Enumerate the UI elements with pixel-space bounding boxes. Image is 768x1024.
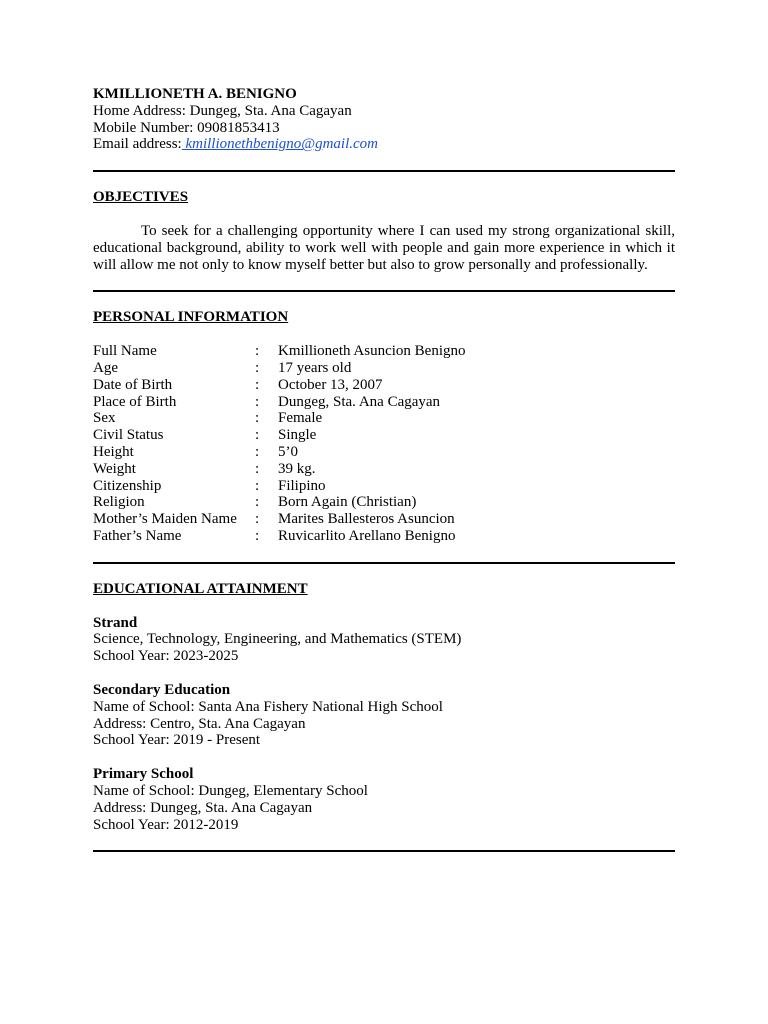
info-row [93,494,466,511]
info-label: Height [93,443,134,460]
divider [93,290,675,292]
info-label: Religion [93,494,145,511]
divider [93,562,675,564]
email-domain: mail.com [322,136,379,153]
info-value: 39 kg. [278,460,316,477]
info-separator: : [255,427,260,444]
secondary-address: Address: Centro, Sta. Ana Cagayan [93,715,306,732]
info-value: Born Again (Christian) [278,494,417,511]
info-separator: : [255,393,260,410]
info-row [93,528,466,545]
info-separator: : [255,443,260,460]
info-value: Single [278,427,317,444]
info-row [93,377,466,394]
strand-name: Science, Technology, Engineering, and Mathematics (STEM) [93,631,462,648]
info-row [93,360,466,377]
info-row [93,427,466,444]
info-value: Dungeg, Sta. Ana Cagayan [278,393,441,410]
primary-address: Address: Dungeg, Sta. Ana Cagayan [93,799,313,816]
info-row [93,511,466,528]
personal-info-title: PERSONAL INFORMATION [93,309,289,326]
info-row [93,410,466,427]
info-separator: : [255,527,260,544]
primary-heading: Primary School [93,766,194,783]
divider [93,850,675,852]
info-row [93,444,466,461]
secondary-school-name: Name of School: Santa Ana Fishery National High School [93,698,443,715]
info-label: Age [93,359,118,376]
primary-school-name: Name of School: Dungeg, Elementary School [93,782,368,799]
info-value: October 13, 2007 [278,376,383,393]
info-row [93,478,466,495]
info-value: Filipino [278,477,326,494]
info-label: Full Name [93,343,157,360]
info-row [93,394,466,411]
home-address: Home Address: Dungeg, Sta. Ana Cagayan [93,102,352,119]
info-separator: : [255,494,260,511]
info-label: Date of Birth [93,376,173,393]
secondary-heading: Secondary Education [93,681,231,698]
info-label: Father’s Name [93,527,182,544]
info-value: 17 years old [278,359,352,376]
strand-school-year: School Year: 2023-2025 [93,648,239,665]
applicant-name: KMILLIONETH A. BENIGNO [93,86,297,102]
info-separator: : [255,511,260,528]
info-value: Ruvicarlito Arellano Benigno [278,527,456,544]
info-label: Citizenship [93,477,162,494]
info-row [93,461,466,478]
objectives-title: OBJECTIVES [93,189,189,206]
info-separator: : [255,359,260,376]
info-separator: : [255,410,260,427]
personal-info-table [93,343,466,545]
info-separator: : [255,376,260,393]
info-label: Place of Birth [93,393,177,410]
info-separator: : [255,477,260,494]
primary-school-year: School Year: 2012-2019 [93,816,239,833]
info-value: Kmillioneth Asuncion Benigno [278,343,466,360]
info-label: Sex [93,410,116,427]
objectives-text: To seek for a challenging opportunity where I can used my strong organizational skill, educational background, ability to work well with people and gain more experience in which it will allow me not only to know myself better but also to grow personally and professionally. [93,222,675,273]
info-row [93,343,466,360]
strand-heading: Strand [93,614,138,631]
email-link[interactable]: kmillionethbenigno@g [181,136,323,153]
divider [93,170,675,172]
info-label: Civil Status [93,427,164,444]
info-value: Female [278,410,323,427]
info-separator: : [255,343,260,360]
info-label: Mother’s Maiden Name [93,511,237,528]
secondary-school-year: School Year: 2019 - Present [93,732,261,749]
email-label: Email address: [93,136,182,153]
email-line [93,136,675,153]
education-title: EDUCATIONAL ATTAINMENT [93,580,308,597]
info-label: Weight [93,460,136,477]
info-value: 5’0 [278,443,298,460]
info-separator: : [255,460,260,477]
mobile-number: Mobile Number: 09081853413 [93,119,280,136]
info-value: Marites Ballesteros Asuncion [278,511,455,528]
